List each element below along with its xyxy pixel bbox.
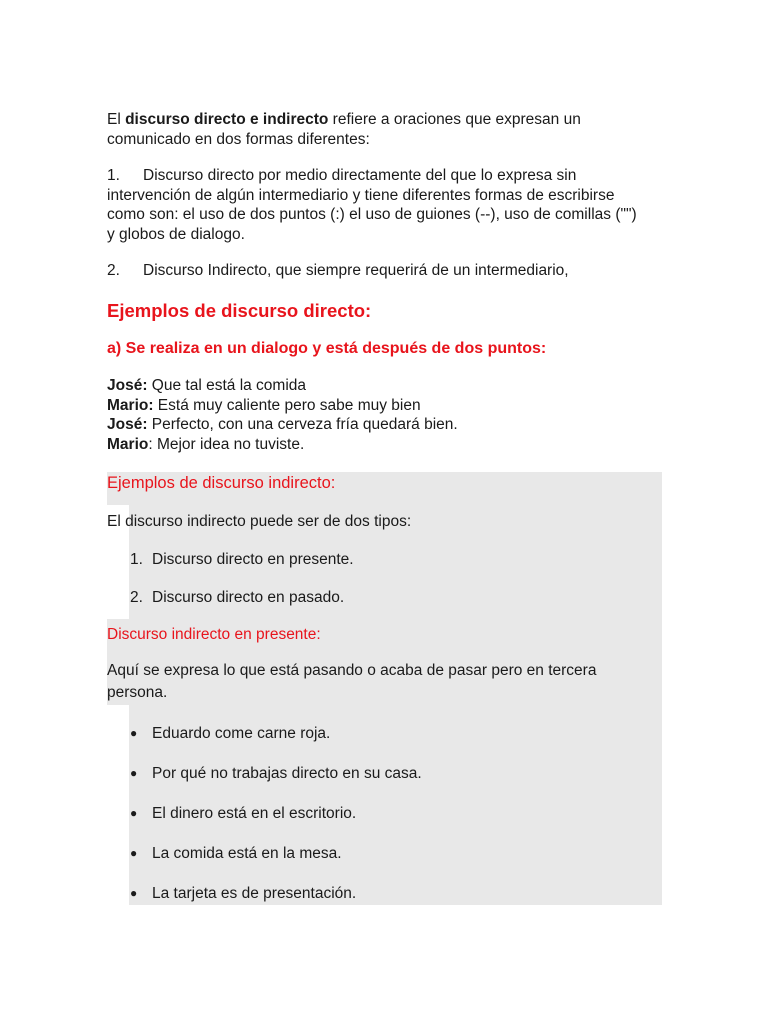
ordered-item [130, 551, 354, 569]
present-paragraph: Aquí se expresa lo que está pasando o acaba de pasar pero en tercera persona. [107, 662, 597, 701]
bullet-item [130, 885, 356, 903]
item-number: 2. [107, 262, 120, 279]
indirect-heading: Ejemplos de discurso indirecto: [107, 474, 336, 492]
bullet-text: Eduardo come carne roja. [152, 725, 331, 742]
ordered-item [130, 589, 344, 607]
list-item [107, 261, 569, 281]
speaker: Mario [107, 435, 149, 453]
intro-rest: refiere a oraciones que expresan un comunicado en dos formas diferentes: [107, 111, 581, 148]
dialog-line [107, 396, 458, 416]
bullet-text: El dinero está en el escritorio. [152, 805, 357, 822]
line-text: : Mejor idea no tuviste. [148, 435, 305, 453]
item-text: Discurso directo por medio directamente del que lo expresa sin intervención de algún intermediario y tiene diferentes formas de escribirse como son: el uso de dos puntos (:) el uso de guiones (--), uso de comillas ("") y globos de dialogo. [107, 167, 637, 243]
dialog-block [107, 376, 458, 454]
bullet-item [130, 845, 342, 863]
dialog-line [107, 415, 458, 435]
item-text: Discurso Indirecto, que siempre requerirá de un intermediario, [143, 262, 569, 279]
dialog-line [107, 435, 458, 455]
bullet-icon: ● [130, 766, 138, 780]
list-item [107, 166, 647, 244]
ordered-number: 1. [130, 551, 143, 568]
direct-subheading: a) Se realiza en un dialogo y está después de dos puntos: [107, 340, 547, 357]
line-text: Está muy caliente pero sabe muy bien [153, 396, 421, 414]
speaker: Mario: [107, 396, 154, 414]
intro-paragraph [107, 110, 647, 149]
bullet-item [130, 765, 422, 783]
present-heading: Discurso indirecto en presente: [107, 626, 321, 643]
bullet-icon: ● [130, 846, 138, 860]
speaker: José: [107, 377, 148, 394]
bullet-text: Por qué no trabajas directo en su casa. [152, 765, 422, 782]
bullet-text: La tarjeta es de presentación. [152, 885, 357, 902]
speaker: José: [107, 416, 148, 433]
bullet-item [130, 725, 330, 743]
ordered-number: 2. [130, 589, 143, 606]
intro-lead: El [107, 111, 126, 128]
ordered-text: Discurso directo en presente. [152, 551, 354, 568]
dialog-line [107, 376, 458, 396]
highlight-gap [107, 705, 129, 905]
ordered-text: Discurso directo en pasado. [152, 589, 345, 606]
bullet-icon: ● [130, 726, 138, 740]
line-text: Perfecto, con una cerveza fría quedará bien. [147, 416, 458, 433]
item-number: 1. [107, 167, 120, 184]
intro-bold-term: discurso directo e indirecto [125, 111, 329, 128]
bullet-item [130, 805, 356, 823]
indirect-intro: El discurso indirecto puede ser de dos tipos: [107, 513, 412, 530]
bullet-text: La comida está en la mesa. [152, 845, 342, 862]
direct-heading: Ejemplos de discurso directo: [107, 300, 372, 321]
bullet-icon: ● [130, 886, 138, 900]
bullet-icon: ● [130, 806, 138, 820]
line-text: Que tal está la comida [147, 377, 307, 394]
